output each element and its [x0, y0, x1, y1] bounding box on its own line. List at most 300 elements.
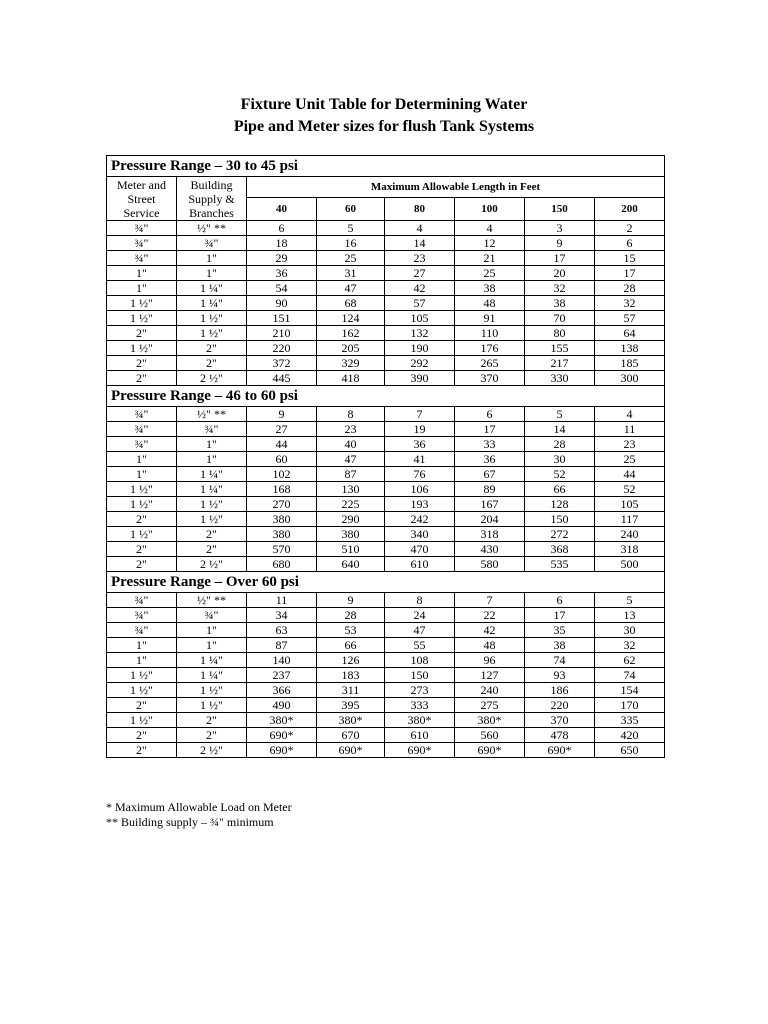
fixture-units-cell: 470	[385, 542, 455, 557]
fixture-units-cell: 48	[455, 296, 525, 311]
footnote-building-supply: ** Building supply – ¾" minimum	[106, 815, 274, 829]
fixture-units-cell: 186	[525, 683, 595, 698]
fixture-units-cell: 329	[317, 356, 385, 371]
building-supply-cell: ¾"	[177, 608, 247, 623]
fixture-units-cell: 570	[247, 542, 317, 557]
fixture-units-cell: 318	[595, 542, 665, 557]
table-row	[107, 653, 665, 668]
fixture-units-cell: 510	[317, 542, 385, 557]
fixture-units-cell: 670	[317, 728, 385, 743]
meter-size-cell: 1 ½"	[107, 482, 177, 497]
fixture-units-cell: 44	[247, 437, 317, 452]
meter-size-cell: 2"	[107, 728, 177, 743]
section-title: Pressure Range – 46 to 60 psi	[107, 386, 665, 407]
length-header: 200	[595, 198, 665, 221]
fixture-units-cell: 150	[385, 668, 455, 683]
meter-header-line: Service	[123, 205, 160, 220]
fixture-units-cell: 38	[525, 638, 595, 653]
fixture-units-cell: 17	[525, 608, 595, 623]
meter-size-cell: 2"	[107, 512, 177, 527]
fixture-units-cell: 4	[595, 407, 665, 422]
building-supply-cell: 2"	[177, 713, 247, 728]
fixture-units-cell: 68	[317, 296, 385, 311]
fixture-units-cell: 155	[525, 341, 595, 356]
fixture-units-cell: 53	[317, 623, 385, 638]
fixture-units-cell: 87	[317, 467, 385, 482]
fixture-units-cell: 21	[455, 251, 525, 266]
building-supply-cell: 2"	[177, 356, 247, 371]
table-row	[107, 422, 665, 437]
max-length-header: Maximum Allowable Length in Feet	[247, 177, 665, 198]
fixture-units-cell: 66	[525, 482, 595, 497]
table-row	[107, 497, 665, 512]
table-row	[107, 311, 665, 326]
fixture-units-cell: 40	[317, 437, 385, 452]
fixture-units-cell: 430	[455, 542, 525, 557]
fixture-units-cell: 23	[595, 437, 665, 452]
fixture-units-cell: 140	[247, 653, 317, 668]
building-supply-cell: 1 ¼"	[177, 668, 247, 683]
fixture-units-cell: 333	[385, 698, 455, 713]
fixture-units-cell: 560	[455, 728, 525, 743]
meter-size-cell: 1 ½"	[107, 296, 177, 311]
fixture-units-cell: 151	[247, 311, 317, 326]
fixture-units-cell: 366	[247, 683, 317, 698]
fixture-units-cell: 25	[455, 266, 525, 281]
building-supply-cell: ¾"	[177, 422, 247, 437]
fixture-units-cell: 340	[385, 527, 455, 542]
table-row	[107, 743, 665, 758]
fixture-units-cell: 380*	[317, 713, 385, 728]
fixture-units-cell: 185	[595, 356, 665, 371]
fixture-units-cell: 380	[317, 527, 385, 542]
fixture-units-cell: 47	[317, 281, 385, 296]
fixture-units-cell: 478	[525, 728, 595, 743]
building-supply-cell: 1 ¼"	[177, 482, 247, 497]
length-header: 80	[385, 198, 455, 221]
fixture-units-cell: 7	[455, 593, 525, 608]
fixture-units-cell: 490	[247, 698, 317, 713]
fixture-units-cell: 32	[525, 281, 595, 296]
fixture-units-cell: 64	[595, 326, 665, 341]
fixture-units-cell: 311	[317, 683, 385, 698]
fixture-units-cell: 210	[247, 326, 317, 341]
building-supply-cell: 2 ½"	[177, 743, 247, 758]
fixture-units-cell: 640	[317, 557, 385, 572]
fixture-units-cell: 242	[385, 512, 455, 527]
fixture-units-cell: 28	[317, 608, 385, 623]
fixture-units-cell: 23	[385, 251, 455, 266]
section-title: Pressure Range – 30 to 45 psi	[107, 156, 665, 177]
fixture-units-cell: 380*	[455, 713, 525, 728]
fixture-units-cell: 25	[595, 452, 665, 467]
fixture-units-cell: 34	[247, 608, 317, 623]
fixture-units-cell: 372	[247, 356, 317, 371]
fixture-units-cell: 42	[385, 281, 455, 296]
fixture-units-cell: 105	[385, 311, 455, 326]
fixture-units-cell: 41	[385, 452, 455, 467]
table-row	[107, 512, 665, 527]
fixture-units-cell: 48	[455, 638, 525, 653]
meter-header-line: Meter and	[117, 177, 166, 192]
fixture-units-cell: 330	[525, 371, 595, 386]
fixture-units-cell: 205	[317, 341, 385, 356]
building-header-line: Branches	[189, 205, 234, 220]
fixture-units-cell: 380*	[385, 713, 455, 728]
meter-size-cell: ¾"	[107, 407, 177, 422]
table-row	[107, 281, 665, 296]
table-row	[107, 638, 665, 653]
length-header: 40	[247, 198, 317, 221]
meter-size-cell: 2"	[107, 557, 177, 572]
building-supply-cell: 2 ½"	[177, 557, 247, 572]
building-supply-cell: 2"	[177, 341, 247, 356]
section-title-row	[107, 156, 665, 177]
fixture-units-cell: 150	[525, 512, 595, 527]
fixture-units-cell: 66	[317, 638, 385, 653]
fixture-units-cell: 27	[385, 266, 455, 281]
fixture-units-cell: 15	[595, 251, 665, 266]
building-supply-cell: 2 ½"	[177, 371, 247, 386]
meter-size-cell: ¾"	[107, 422, 177, 437]
fixture-units-cell: 76	[385, 467, 455, 482]
building-header-line: Building	[190, 177, 233, 192]
fixture-units-cell: 23	[317, 422, 385, 437]
building-header-line: Supply &	[188, 191, 235, 206]
fixture-units-cell: 74	[525, 653, 595, 668]
length-header: 60	[317, 198, 385, 221]
meter-size-cell: 2"	[107, 326, 177, 341]
building-supply-cell: 1 ½"	[177, 311, 247, 326]
fixture-units-cell: 5	[317, 221, 385, 236]
fixture-units-cell: 42	[455, 623, 525, 638]
fixture-units-cell: 19	[385, 422, 455, 437]
meter-header-line: Street	[127, 191, 156, 206]
fixture-units-cell: 54	[247, 281, 317, 296]
table-row	[107, 236, 665, 251]
table-row	[107, 728, 665, 743]
meter-size-cell: ¾"	[107, 221, 177, 236]
building-supply-cell: 1"	[177, 638, 247, 653]
meter-size-cell: 1"	[107, 467, 177, 482]
fixture-units-cell: 418	[317, 371, 385, 386]
meter-size-cell: 1"	[107, 638, 177, 653]
fixture-units-cell: 6	[247, 221, 317, 236]
fixture-units-cell: 20	[525, 266, 595, 281]
fixture-units-cell: 96	[455, 653, 525, 668]
meter-size-cell: 1"	[107, 281, 177, 296]
building-supply-cell: 1 ½"	[177, 512, 247, 527]
table-row	[107, 326, 665, 341]
fixture-units-cell: 190	[385, 341, 455, 356]
building-supply-cell: 1"	[177, 452, 247, 467]
fixture-units-cell: 28	[595, 281, 665, 296]
fixture-units-cell: 193	[385, 497, 455, 512]
meter-size-cell: ¾"	[107, 236, 177, 251]
fixture-units-cell: 680	[247, 557, 317, 572]
length-header: 150	[525, 198, 595, 221]
fixture-units-cell: 154	[595, 683, 665, 698]
fixture-units-cell: 91	[455, 311, 525, 326]
title-line-1: Fixture Unit Table for Determining Water	[240, 96, 528, 113]
fixture-units-cell: 32	[595, 296, 665, 311]
fixture-units-cell: 690*	[247, 728, 317, 743]
fixture-units-cell: 7	[385, 407, 455, 422]
table-body	[107, 156, 665, 758]
fixture-units-cell: 370	[455, 371, 525, 386]
section-title: Pressure Range – Over 60 psi	[107, 572, 665, 593]
table-row	[107, 698, 665, 713]
fixture-units-cell: 6	[525, 593, 595, 608]
fixture-units-cell: 445	[247, 371, 317, 386]
building-supply-cell: 1 ½"	[177, 683, 247, 698]
meter-size-cell: 1"	[107, 266, 177, 281]
fixture-units-cell: 110	[455, 326, 525, 341]
fixture-units-cell: 102	[247, 467, 317, 482]
building-supply-cell: ½" **	[177, 593, 247, 608]
fixture-units-cell: 204	[455, 512, 525, 527]
fixture-units-cell: 70	[525, 311, 595, 326]
fixture-units-cell: 162	[317, 326, 385, 341]
fixture-units-cell: 127	[455, 668, 525, 683]
table-row	[107, 371, 665, 386]
fixture-units-cell: 690*	[247, 743, 317, 758]
building-supply-cell: 1"	[177, 251, 247, 266]
fixture-units-cell: 25	[317, 251, 385, 266]
fixture-units-cell: 380	[247, 527, 317, 542]
fixture-units-cell: 29	[247, 251, 317, 266]
meter-size-cell: 1 ½"	[107, 527, 177, 542]
fixture-units-cell: 335	[595, 713, 665, 728]
building-supply-cell: ½" **	[177, 407, 247, 422]
meter-size-cell: 1"	[107, 452, 177, 467]
fixture-units-cell: 14	[385, 236, 455, 251]
fixture-units-cell: 52	[525, 467, 595, 482]
fixture-units-cell: 89	[455, 482, 525, 497]
fixture-units-cell: 292	[385, 356, 455, 371]
meter-size-cell: 2"	[107, 743, 177, 758]
fixture-units-cell: 650	[595, 743, 665, 758]
table-row	[107, 296, 665, 311]
fixture-units-cell: 420	[595, 728, 665, 743]
fixture-units-cell: 138	[595, 341, 665, 356]
fixture-units-cell: 4	[455, 221, 525, 236]
fixture-units-cell: 265	[455, 356, 525, 371]
fixture-units-cell: 36	[385, 437, 455, 452]
table-row	[107, 437, 665, 452]
fixture-units-cell: 38	[525, 296, 595, 311]
fixture-units-cell: 57	[595, 311, 665, 326]
fixture-units-cell: 610	[385, 728, 455, 743]
table-row	[107, 467, 665, 482]
fixture-units-cell: 105	[595, 497, 665, 512]
building-supply-cell: 1"	[177, 623, 247, 638]
fixture-units-cell: 27	[247, 422, 317, 437]
meter-size-cell: ¾"	[107, 623, 177, 638]
fixture-units-cell: 30	[525, 452, 595, 467]
fixture-units-cell: 67	[455, 467, 525, 482]
fixture-units-cell: 273	[385, 683, 455, 698]
fixture-units-cell: 126	[317, 653, 385, 668]
building-supply-cell: 1 ½"	[177, 326, 247, 341]
fixture-units-cell: 690*	[525, 743, 595, 758]
fixture-units-cell: 38	[455, 281, 525, 296]
meter-size-cell: 2"	[107, 371, 177, 386]
fixture-units-cell: 237	[247, 668, 317, 683]
table-row	[107, 527, 665, 542]
fixture-units-cell: 52	[595, 482, 665, 497]
meter-size-cell: ¾"	[107, 437, 177, 452]
fixture-units-cell: 370	[525, 713, 595, 728]
fixture-units-cell: 535	[525, 557, 595, 572]
meter-size-cell: ¾"	[107, 608, 177, 623]
section-title-row	[107, 386, 665, 407]
fixture-units-cell: 14	[525, 422, 595, 437]
meter-size-cell: 2"	[107, 356, 177, 371]
fixture-units-cell: 9	[525, 236, 595, 251]
fixture-units-cell: 5	[525, 407, 595, 422]
fixture-units-cell: 30	[595, 623, 665, 638]
fixture-units-cell: 6	[455, 407, 525, 422]
fixture-units-cell: 132	[385, 326, 455, 341]
fixture-units-cell: 32	[595, 638, 665, 653]
table-row	[107, 356, 665, 371]
table-row	[107, 407, 665, 422]
building-supply-cell: 2"	[177, 542, 247, 557]
table-row	[107, 482, 665, 497]
building-supply-cell: ½" **	[177, 221, 247, 236]
fixture-units-cell: 93	[525, 668, 595, 683]
table-row	[107, 683, 665, 698]
meter-size-cell: ¾"	[107, 593, 177, 608]
fixture-units-cell: 500	[595, 557, 665, 572]
meter-size-cell: 1 ½"	[107, 668, 177, 683]
table-row	[107, 557, 665, 572]
table-row	[107, 452, 665, 467]
document-title	[0, 94, 768, 138]
fixture-units-cell: 47	[317, 452, 385, 467]
meter-size-cell: 1"	[107, 653, 177, 668]
table-row	[107, 608, 665, 623]
footnotes	[106, 800, 292, 830]
building-supply-cell: 1 ½"	[177, 497, 247, 512]
fixture-units-cell: 240	[455, 683, 525, 698]
fixture-units-cell: 74	[595, 668, 665, 683]
fixture-units-cell: 44	[595, 467, 665, 482]
fixture-units-cell: 87	[247, 638, 317, 653]
meter-size-cell: 1 ½"	[107, 311, 177, 326]
meter-size-cell: 2"	[107, 698, 177, 713]
fixture-units-cell: 183	[317, 668, 385, 683]
fixture-units-cell: 108	[385, 653, 455, 668]
fixture-unit-table	[106, 155, 665, 758]
fixture-units-cell: 4	[385, 221, 455, 236]
fixture-units-cell: 90	[247, 296, 317, 311]
meter-column-header	[107, 177, 177, 221]
fixture-units-cell: 220	[525, 698, 595, 713]
meter-size-cell: ¾"	[107, 251, 177, 266]
table-row	[107, 713, 665, 728]
fixture-units-cell: 5	[595, 593, 665, 608]
fixture-units-cell: 36	[455, 452, 525, 467]
fixture-units-cell: 47	[385, 623, 455, 638]
fixture-units-cell: 275	[455, 698, 525, 713]
building-supply-cell: 1 ¼"	[177, 653, 247, 668]
fixture-units-cell: 35	[525, 623, 595, 638]
length-header: 100	[455, 198, 525, 221]
fixture-units-cell: 9	[317, 593, 385, 608]
fixture-units-cell: 380*	[247, 713, 317, 728]
fixture-units-cell: 63	[247, 623, 317, 638]
fixture-units-cell: 36	[247, 266, 317, 281]
building-column-header	[177, 177, 247, 221]
fixture-units-cell: 28	[525, 437, 595, 452]
fixture-units-cell: 60	[247, 452, 317, 467]
title-line-2: Pipe and Meter sizes for flush Tank Systems	[233, 118, 535, 135]
fixture-units-cell: 17	[455, 422, 525, 437]
fixture-units-cell: 3	[525, 221, 595, 236]
fixture-units-cell: 380	[247, 512, 317, 527]
table-row	[107, 341, 665, 356]
fixture-units-cell: 24	[385, 608, 455, 623]
table-row	[107, 251, 665, 266]
fixture-units-cell: 580	[455, 557, 525, 572]
fixture-units-cell: 395	[317, 698, 385, 713]
fixture-units-cell: 690*	[455, 743, 525, 758]
table-row	[107, 593, 665, 608]
fixture-units-cell: 80	[525, 326, 595, 341]
fixture-units-cell: 168	[247, 482, 317, 497]
table-row	[107, 623, 665, 638]
fixture-units-cell: 220	[247, 341, 317, 356]
fixture-units-cell: 6	[595, 236, 665, 251]
fixture-units-cell: 690*	[385, 743, 455, 758]
fixture-units-cell: 130	[317, 482, 385, 497]
fixture-units-cell: 176	[455, 341, 525, 356]
fixture-units-cell: 690*	[317, 743, 385, 758]
fixture-units-cell: 33	[455, 437, 525, 452]
fixture-units-cell: 57	[385, 296, 455, 311]
fixture-units-cell: 390	[385, 371, 455, 386]
table-row	[107, 266, 665, 281]
fixture-units-cell: 22	[455, 608, 525, 623]
meter-size-cell: 2"	[107, 542, 177, 557]
meter-size-cell: 1 ½"	[107, 713, 177, 728]
building-supply-cell: 1 ½"	[177, 698, 247, 713]
section-title-row	[107, 572, 665, 593]
fixture-units-cell: 124	[317, 311, 385, 326]
meter-size-cell: 1 ½"	[107, 497, 177, 512]
fixture-units-cell: 170	[595, 698, 665, 713]
fixture-units-cell: 128	[525, 497, 595, 512]
fixture-units-cell: 290	[317, 512, 385, 527]
fixture-units-cell: 8	[385, 593, 455, 608]
building-supply-cell: 2"	[177, 527, 247, 542]
fixture-units-cell: 318	[455, 527, 525, 542]
fixture-units-cell: 225	[317, 497, 385, 512]
fixture-units-cell: 16	[317, 236, 385, 251]
footnote-meter-load: * Maximum Allowable Load on Meter	[106, 800, 292, 814]
building-supply-cell: ¾"	[177, 236, 247, 251]
fixture-units-cell: 31	[317, 266, 385, 281]
fixture-units-cell: 117	[595, 512, 665, 527]
building-supply-cell: 1"	[177, 266, 247, 281]
fixture-units-cell: 217	[525, 356, 595, 371]
meter-size-cell: 1 ½"	[107, 341, 177, 356]
column-header-row	[107, 177, 665, 198]
fixture-units-cell: 610	[385, 557, 455, 572]
fixture-units-cell: 17	[525, 251, 595, 266]
